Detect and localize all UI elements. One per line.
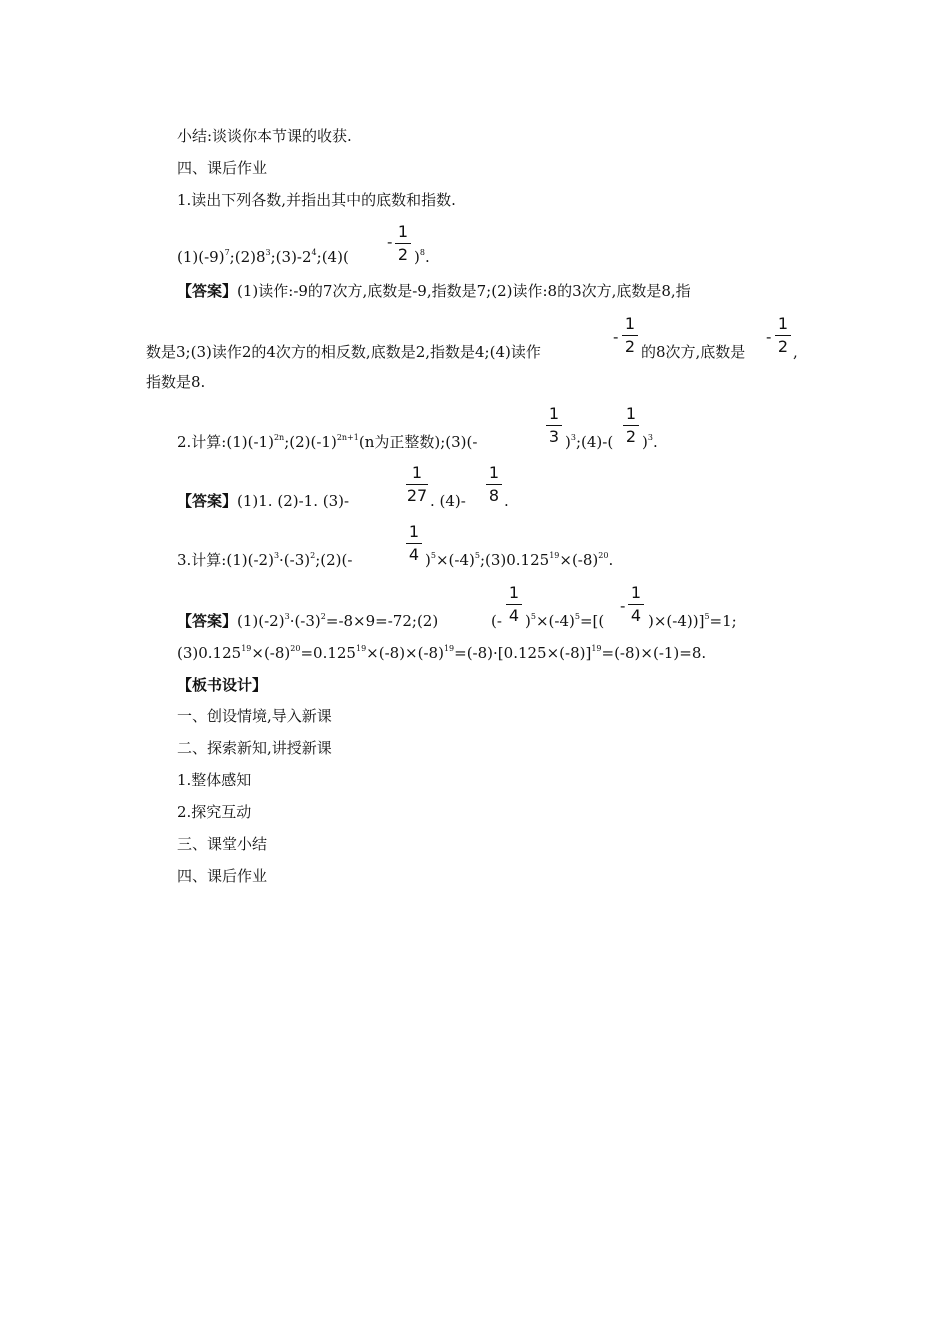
q3-answer-line2: $(3)0.125^{19}\times(-8)^{20}=0.125^{19}\times(-8)\times(-8)^{19}=(-8)\cdot[0.125\times(-8)]^{19}=(-8)\times(-1)=8$.	[177, 644, 707, 662]
board-line: 2.探究互动	[177, 803, 252, 821]
q1-answer-line2b: 的8次方,底数是	[641, 343, 746, 361]
q3-prompt: 3.计算$:(1)(-2)^3\cdot(-3)^2;(2)(-$	[177, 551, 353, 569]
q1-items: $(1)(-9)^7;(2)8^3;(3)-2^4;(4)$(	[177, 248, 349, 266]
q1-answer-line1: 【答案】(1)读作:-9的7次方,底数是-9,指数是7;(2)读作:8的3次方,底数是8,指	[177, 282, 691, 300]
q2-prompt-end: )$^3$.	[642, 433, 658, 451]
q3-fraction-quarter: 1 4	[404, 521, 424, 566]
q2-answer: 【答案】(1)1. (2)-1. (3)-	[177, 492, 350, 510]
q3-prompt-end: )$^5\times(-4)^5;(3)0.125^{19}\times(-8)^{20}$.	[425, 551, 614, 569]
board-title: 【板书设计】	[177, 676, 268, 694]
homework-heading: 四、课后作业	[177, 159, 268, 177]
q1-prompt: 1.读出下列各数,并指出其中的底数和指数.	[177, 191, 456, 209]
q1-neg-sign: -	[387, 233, 393, 251]
q1-answer-comma: ,	[793, 343, 798, 361]
q1-answer-neg2: -	[766, 328, 772, 346]
q2-answer-fraction-8: 1 8	[484, 462, 504, 507]
q2-fraction-third: 1 3	[544, 403, 564, 448]
q2-prompt-mid: )$^3$;(4)-(	[565, 433, 614, 451]
q3-answer-neg: -	[620, 597, 626, 615]
board-line: 一、创设情境,导入新课	[177, 707, 332, 725]
board-line: 三、课堂小结	[177, 835, 268, 853]
q2-prompt: 2.计算$:(1)(-1)^{2n};(2)(-1)^{2n+1}(n$为正整数);(3)(-	[177, 433, 478, 451]
q1-answer-neg1: -	[613, 328, 619, 346]
board-line: 四、课后作业	[177, 867, 268, 885]
q1-answer-line3: 指数是8.	[146, 373, 206, 391]
summary-line: 小结:谈谈你本节课的收获.	[177, 127, 352, 145]
q3-answer-end: )×(-4))]$^5$=1;	[648, 612, 737, 630]
q1-answer-fraction1: 1 2	[620, 313, 640, 358]
q1-answer-line2: 数是3;(3)读作2的4次方的相反数,底数是2,指数是4;(4)读作	[146, 343, 541, 361]
q2-answer-fraction-27: 1 27	[406, 463, 428, 505]
q1-items-end: )$^8$.	[414, 248, 430, 266]
q3-answer-fraction1: 1 4	[504, 582, 524, 627]
q2-fraction-half: 1 2	[621, 403, 641, 448]
q3-answer-paren: (-	[491, 612, 502, 630]
q1-fraction: 1 2	[393, 221, 413, 266]
q3-answer-fraction2: 1 4	[626, 582, 646, 627]
board-line: 1.整体感知	[177, 771, 252, 789]
q3-answer-mid: )$^5\times(-4)^5=$[(	[525, 612, 605, 630]
q2-answer-end: .	[504, 492, 509, 510]
q1-answer-fraction2: 1 2	[773, 313, 793, 358]
q3-answer-line1: 【答案】$(1)(-2)^3\cdot(-3)^2=-8\times 9=-72;(2)$	[177, 612, 439, 630]
q2-answer-mid: . (4)-	[430, 492, 466, 510]
board-line: 二、探索新知,讲授新课	[177, 739, 332, 757]
